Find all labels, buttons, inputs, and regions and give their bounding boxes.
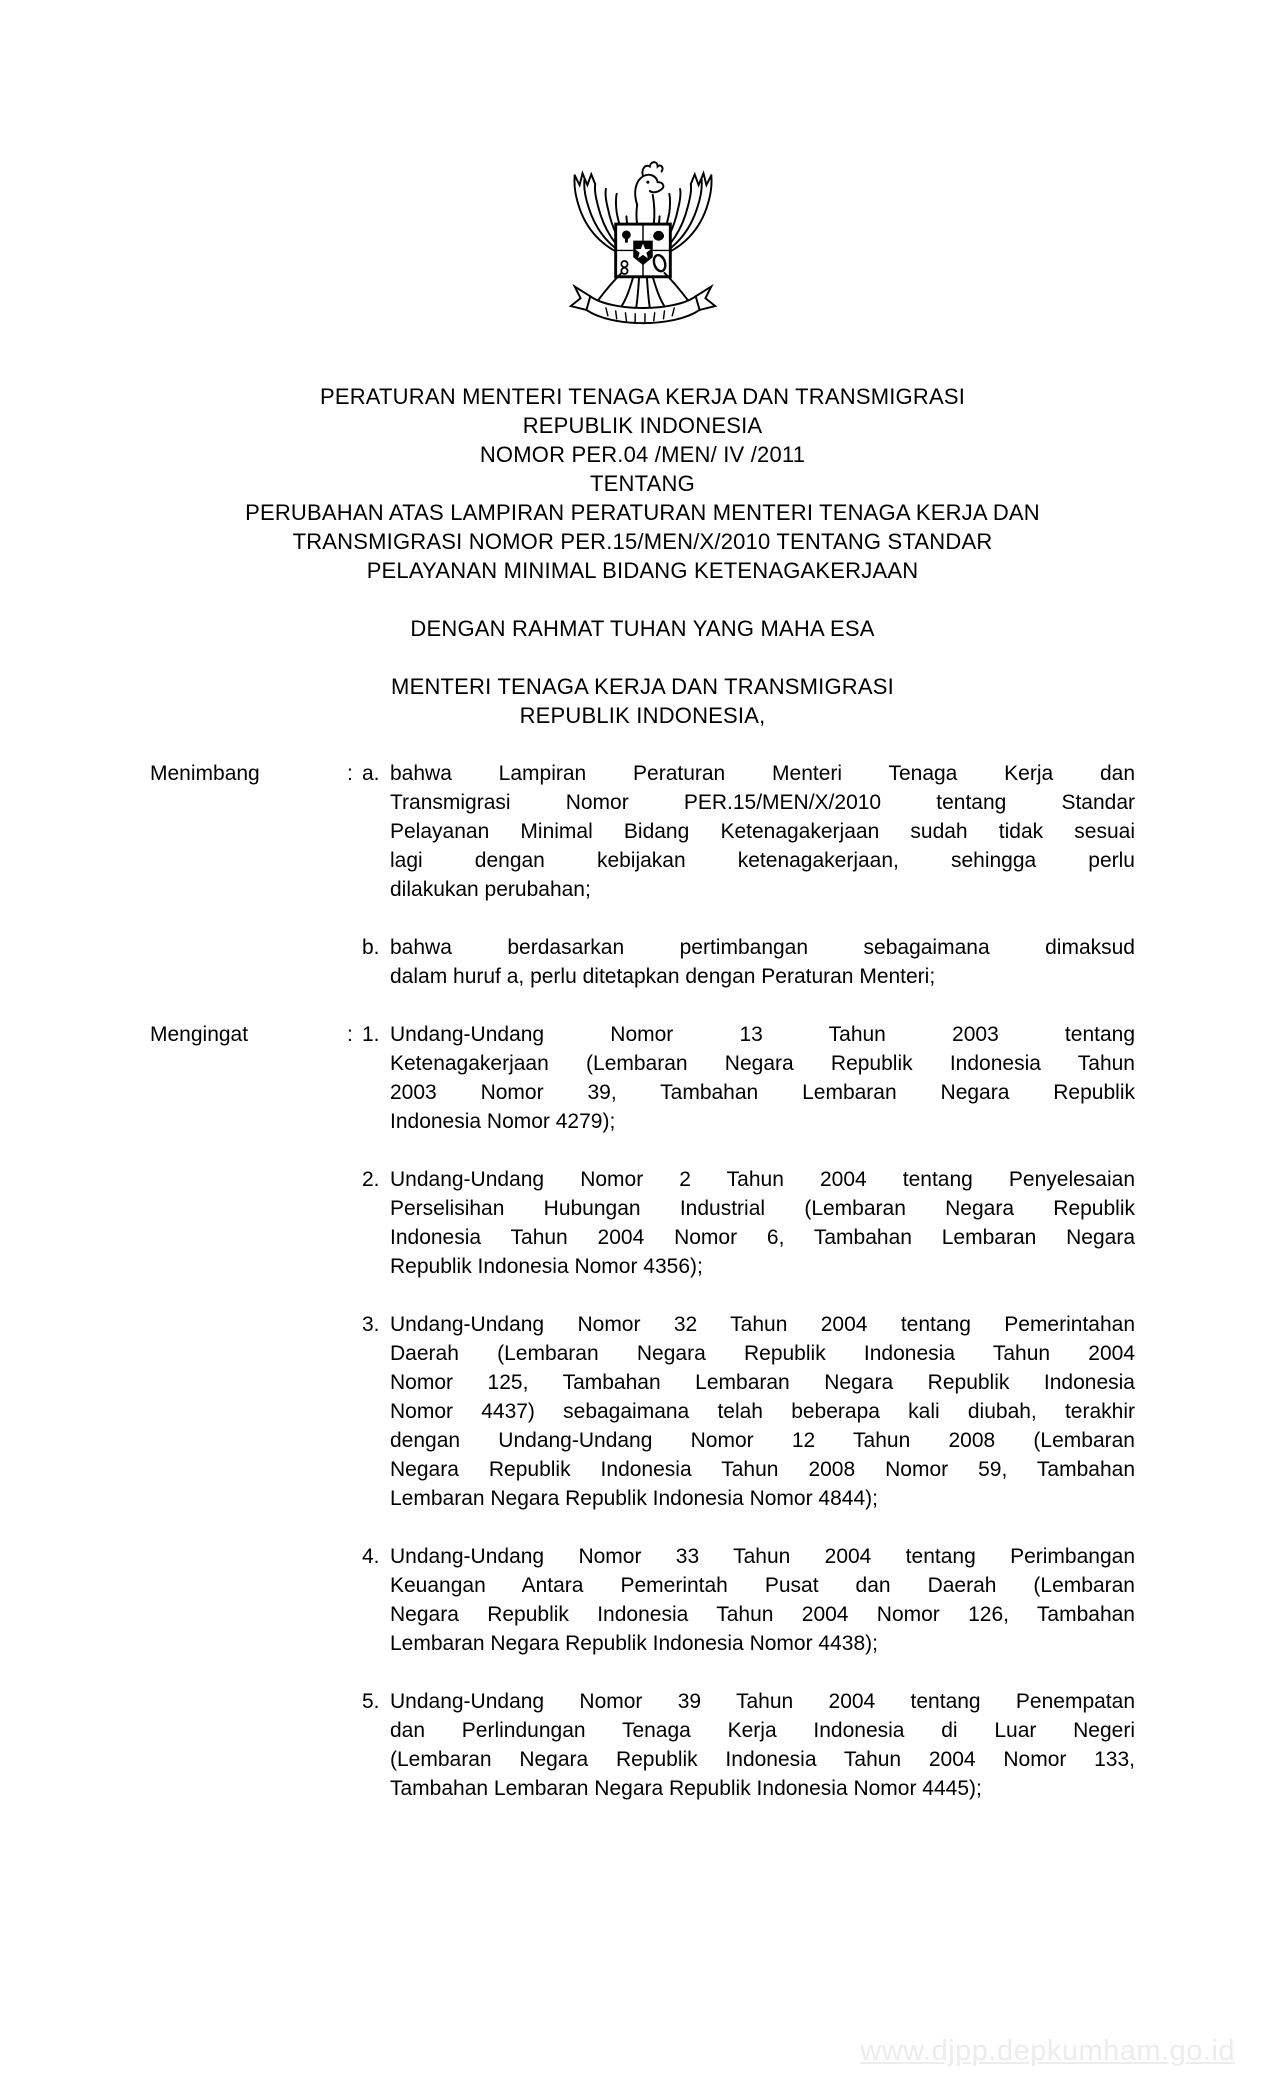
mengingat-item-1 [150,1020,1135,1136]
mengingat-label: Mengingat [150,1023,249,1046]
paragraph-line: Negara Republik Indonesia Tahun 2008 Nomor 59, Tambahan [390,1458,1135,1481]
menimbang-label: Menimbang [150,762,260,785]
menimbang-item-a [150,759,1135,904]
label-spacer [150,1310,347,1513]
item-text [390,1310,1135,1513]
invocation-text: DENGAN RAHMAT TUHAN YANG MAHA ESA [410,616,875,641]
paragraph-line: 2003 Nomor 39, Tambahan Lembaran Negara Republik [390,1081,1135,1104]
issuer-block [150,672,1135,730]
item-text [390,933,1135,991]
colon-spacer [347,1687,362,1803]
item-marker: b. [362,936,380,959]
item-text [390,1687,1135,1803]
issuer-line: MENTERI TENAGA KERJA DAN TRANSMIGRASI [391,674,894,699]
issuer-line: REPUBLIK INDONESIA, [519,703,766,728]
paragraph-line: Keuangan Antara Pemerintah Pusat dan Daerah (Lembaran [390,1574,1135,1597]
paragraph-line: Indonesia Tahun 2004 Nomor 6, Tambahan Lembaran Negara [390,1226,1135,1249]
paragraph-line: Negara Republik Indonesia Tahun 2004 Nomor 126, Tambahan [390,1603,1135,1626]
label-spacer [150,1687,347,1803]
colon-spacer [347,1542,362,1658]
mengingat-item-5 [150,1687,1135,1803]
mengingat-item-4 [150,1542,1135,1658]
paragraph-line: bahwa berdasarkan pertimbangan sebagaimana dimaksud [390,936,1135,959]
colon-spacer [347,933,362,991]
mengingat-item-2 [150,1165,1135,1281]
item-marker: 3. [362,1313,380,1336]
paragraph-line: Daerah (Lembaran Negara Republik Indonesia Tahun 2004 [390,1342,1135,1365]
colon-separator: : [347,1023,353,1046]
paragraph-line: Nomor 4437) sebagaimana telah beberapa kali diubah, terakhir [390,1400,1135,1423]
garuda-pancasila-emblem-icon [554,148,732,348]
paragraph-line: Lembaran Negara Republik Indonesia Nomor 4438); [390,1632,878,1655]
title-line: NOMOR PER.04 /MEN/ IV /2011 [479,442,806,467]
paragraph-line: dengan Undang-Undang Nomor 12 Tahun 2008 (Lembaran [390,1429,1135,1452]
paragraph-line: (Lembaran Negara Republik Indonesia Tahun 2004 Nomor 133, [390,1748,1135,1771]
title-line: PERATURAN MENTERI TENAGA KERJA DAN TRANSMIGRASI [319,384,966,409]
mengingat-item-3 [150,1310,1135,1513]
paragraph-line: Republik Indonesia Nomor 4356); [390,1255,703,1278]
paragraph-line: Perselisihan Hubungan Industrial (Lembaran Negara Republik [390,1197,1135,1220]
item-text [390,1165,1135,1281]
document-title [150,382,1135,585]
item-marker: a. [362,762,380,785]
item-marker: 2. [362,1168,380,1191]
item-marker: 1. [362,1023,380,1046]
label-spacer [150,933,347,991]
colon-spacer [347,1310,362,1513]
paragraph-line: Tambahan Lembaran Negara Republik Indonesia Nomor 4445); [390,1777,982,1800]
colon-separator: : [347,762,353,785]
paragraph-line: dilakukan perubahan; [390,878,591,901]
paragraph-line: Undang-Undang Nomor 2 Tahun 2004 tentang Penyelesaian [390,1168,1135,1191]
paragraph-line: Undang-Undang Nomor 32 Tahun 2004 tentang Pemerintahan [390,1313,1135,1336]
menimbang-section [150,759,1135,991]
paragraph-line: Undang-Undang Nomor 13 Tahun 2003 tentang [390,1023,1135,1046]
title-line: REPUBLIK INDONESIA [522,413,763,438]
title-line: PERUBAHAN ATAS LAMPIRAN PERATURAN MENTERI TENAGA KERJA DAN [245,500,1040,525]
item-text [390,759,1135,904]
paragraph-line: dan Perlindungan Tenaga Kerja Indonesia di Luar Negeri [390,1719,1135,1742]
paragraph-line: bahwa Lampiran Peraturan Menteri Tenaga Kerja dan [390,762,1135,785]
title-line: PELAYANAN MINIMAL BIDANG KETENAGAKERJAAN [366,558,919,583]
label-spacer [150,1542,347,1658]
paragraph-line: Undang-Undang Nomor 39 Tahun 2004 tentang Penempatan [390,1690,1135,1713]
item-marker: 5. [362,1690,380,1713]
paragraph-line: Lembaran Negara Republik Indonesia Nomor 4844); [390,1487,878,1510]
colon-spacer [347,1165,362,1281]
watermark-url: www.djpp.depkumham.go.id [860,2035,1235,2067]
title-line: TENTANG [590,471,695,496]
paragraph-line: lagi dengan kebijakan ketenagakerjaan, sehingga perlu [390,849,1135,872]
item-marker: 4. [362,1545,380,1568]
item-text [390,1542,1135,1658]
title-line: TRANSMIGRASI NOMOR PER.15/MEN/X/2010 TENTANG STANDAR [292,529,993,554]
paragraph-line: Transmigrasi Nomor PER.15/MEN/X/2010 tentang Standar [390,791,1135,814]
paragraph-line: Indonesia Nomor 4279); [390,1110,616,1133]
paragraph-line: Pelayanan Minimal Bidang Ketenagakerjaan sudah tidak sesuai [390,820,1135,843]
mengingat-section [150,1020,1135,1803]
paragraph-line: Nomor 125, Tambahan Lembaran Negara Republik Indonesia [390,1371,1135,1394]
item-text [390,1020,1135,1136]
label-spacer [150,1165,347,1281]
paragraph-line: dalam huruf a, perlu ditetapkan dengan Peraturan Menteri; [390,965,936,988]
paragraph-line: Ketenagakerjaan (Lembaran Negara Republik Indonesia Tahun [390,1052,1135,1075]
menimbang-item-b [150,933,1135,991]
paragraph-line: Undang-Undang Nomor 33 Tahun 2004 tentang Perimbangan [390,1545,1135,1568]
